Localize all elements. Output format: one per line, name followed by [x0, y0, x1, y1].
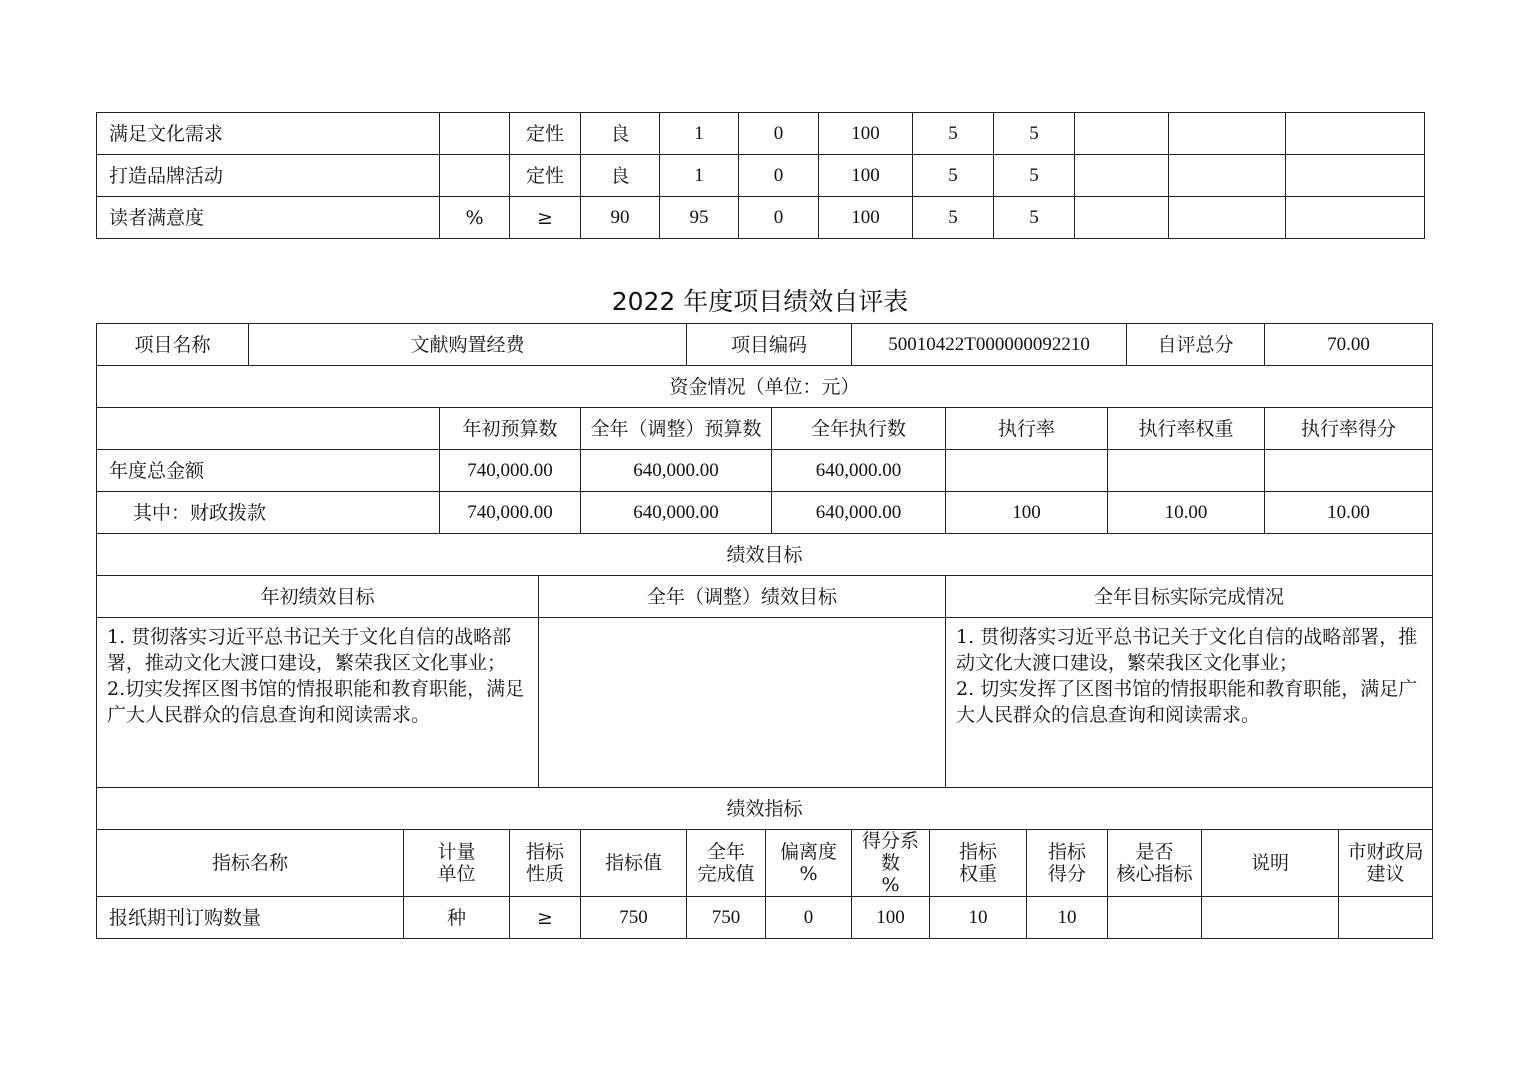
indicator-deviation: 0: [739, 113, 819, 155]
indicator-weight: 5: [913, 113, 994, 155]
ind-header-coefficient: 得分系数 %: [852, 830, 930, 897]
indicator-unit: [440, 155, 510, 197]
indicator-actual: 1: [660, 113, 739, 155]
indicator-core: [1075, 113, 1169, 155]
indicator-note: [1169, 113, 1286, 155]
ind-header-target: 指标值: [581, 830, 687, 897]
indicator-continuation-table: [96, 112, 1425, 239]
ind-header-advice: 市财政局 建议: [1339, 830, 1433, 897]
indicator-target: 90: [581, 197, 660, 239]
ind-header-nature: 指标 性质: [510, 830, 581, 897]
indicator-coefficient: 100: [819, 113, 913, 155]
indicator-nature: ≥: [510, 897, 581, 939]
funds-header-executed: 全年执行数: [772, 408, 946, 450]
table-row: [97, 897, 1433, 939]
goals-content-row: [97, 618, 1433, 788]
goal-item: 1. 贯彻落实习近平总书记关于文化自信的战略部署，推动文化大渡口建设，繁荣我区文化事业；: [107, 626, 512, 674]
indicator-weight: 5: [913, 155, 994, 197]
goals-section-header: 绩效目标: [97, 534, 1433, 576]
funds-header-adjusted-budget: 全年（调整）预算数: [581, 408, 772, 450]
indicator-advice: [1339, 897, 1433, 939]
ind-header-name: 指标名称: [97, 830, 404, 897]
table-row: [97, 450, 1433, 492]
funds-section-row: [97, 366, 1433, 408]
ind-header-core: 是否 核心指标: [1108, 830, 1202, 897]
funds-rate-score: 10.00: [1265, 492, 1433, 534]
indicator-nature: 定性: [510, 155, 581, 197]
indicator-unit: 种: [404, 897, 510, 939]
goals-section-row: [97, 534, 1433, 576]
funds-rate-weight: 10.00: [1108, 492, 1265, 534]
funds-section-header: 资金情况（单位：元）: [97, 366, 1433, 408]
indicator-weight: 5: [913, 197, 994, 239]
indicator-coefficient: 100: [819, 155, 913, 197]
goals-header-row: [97, 576, 1433, 618]
indicator-core: [1108, 897, 1202, 939]
indicator-score: 10: [1027, 897, 1108, 939]
indicator-advice: [1286, 155, 1425, 197]
funds-initial-budget: 740,000.00: [440, 450, 581, 492]
indicator-unit: [440, 113, 510, 155]
indicator-deviation: 0: [739, 197, 819, 239]
indicator-note: [1169, 155, 1286, 197]
table-row: [97, 492, 1433, 534]
ind-header-score: 指标 得分: [1027, 830, 1108, 897]
indicator-coefficient: 100: [819, 197, 913, 239]
performance-evaluation-table: [96, 323, 1433, 939]
project-name-value: 文献购置经费: [249, 324, 687, 366]
funds-executed: 640,000.00: [772, 450, 946, 492]
goals-actual-text: [946, 618, 1433, 788]
indicator-name: 打造品牌活动: [97, 155, 440, 197]
ind-header-unit: 计量 单位: [404, 830, 510, 897]
funds-exec-rate: [946, 450, 1108, 492]
indicator-unit: %: [440, 197, 510, 239]
ind-header-actual: 全年 完成值: [687, 830, 766, 897]
ind-header-note: 说明: [1202, 830, 1339, 897]
ind-header-weight: 指标 权重: [930, 830, 1027, 897]
funds-header-row: [97, 408, 1433, 450]
goals-initial-text: [97, 618, 539, 788]
goals-header-initial: 年初绩效目标: [97, 576, 539, 618]
indicator-nature: ≥: [510, 197, 581, 239]
indicator-actual: 1: [660, 155, 739, 197]
indicator-actual: 95: [660, 197, 739, 239]
indicator-nature: 定性: [510, 113, 581, 155]
indicator-note: [1202, 897, 1339, 939]
funds-header-rate-weight: 执行率权重: [1108, 408, 1265, 450]
indicator-score: 5: [994, 197, 1075, 239]
funds-header-exec-rate: 执行率: [946, 408, 1108, 450]
indicator-name: 满足文化需求: [97, 113, 440, 155]
indicator-core: [1075, 197, 1169, 239]
self-score-label: 自评总分: [1127, 324, 1265, 366]
table-row: [97, 197, 1425, 239]
project-code-label: 项目编码: [687, 324, 852, 366]
indicator-note: [1169, 197, 1286, 239]
indicator-name: 报纸期刊订购数量: [97, 897, 404, 939]
funds-row-label: 年度总金额: [97, 450, 440, 492]
funds-initial-budget: 740,000.00: [440, 492, 581, 534]
indicator-advice: [1286, 197, 1425, 239]
funds-header-initial-budget: 年初预算数: [440, 408, 581, 450]
goal-item: 2. 切实发挥了区图书馆的情报职能和教育职能，满足广大人民群众的信息查询和阅读需求。: [956, 678, 1418, 726]
goals-adjusted-text: [539, 618, 946, 788]
table-row: [97, 113, 1425, 155]
funds-adjusted-budget: 640,000.00: [581, 450, 772, 492]
funds-rate-score: [1265, 450, 1433, 492]
indicator-advice: [1286, 113, 1425, 155]
funds-rate-weight: [1108, 450, 1265, 492]
indicators-section-row: [97, 788, 1433, 830]
self-score-value: 70.00: [1265, 324, 1433, 366]
goals-header-actual: 全年目标实际完成情况: [946, 576, 1433, 618]
goal-item: 2.切实发挥区图书馆的情报职能和教育职能，满足广大人民群众的信息查询和阅读需求。: [107, 678, 525, 726]
funds-exec-rate: 100: [946, 492, 1108, 534]
indicator-actual: 750: [687, 897, 766, 939]
goal-item: 1. 贯彻落实习近平总书记关于文化自信的战略部署，推动文化大渡口建设，繁荣我区文化事业；: [956, 626, 1418, 674]
project-info-row: [97, 324, 1433, 366]
indicator-core: [1075, 155, 1169, 197]
indicator-weight: 10: [930, 897, 1027, 939]
funds-row-label: 其中：财政拨款: [97, 492, 440, 534]
project-name-label: 项目名称: [97, 324, 249, 366]
indicator-deviation: 0: [739, 155, 819, 197]
table-row: [97, 155, 1425, 197]
ind-header-deviation: 偏离度 %: [766, 830, 852, 897]
funds-header-blank: [97, 408, 440, 450]
indicator-score: 5: [994, 113, 1075, 155]
indicator-target: 750: [581, 897, 687, 939]
indicator-coefficient: 100: [852, 897, 930, 939]
indicator-target: 良: [581, 113, 660, 155]
funds-executed: 640,000.00: [772, 492, 946, 534]
indicator-deviation: 0: [766, 897, 852, 939]
funds-header-rate-score: 执行率得分: [1265, 408, 1433, 450]
indicators-section-header: 绩效指标: [97, 788, 1433, 830]
goals-header-adjusted: 全年（调整）绩效目标: [539, 576, 946, 618]
funds-adjusted-budget: 640,000.00: [581, 492, 772, 534]
project-code-value: 50010422T000000092210: [852, 324, 1127, 366]
indicator-name: 读者满意度: [97, 197, 440, 239]
page-title: 2022 年度项目绩效自评表: [611, 287, 909, 316]
indicator-target: 良: [581, 155, 660, 197]
indicator-score: 5: [994, 155, 1075, 197]
indicators-header-row: [97, 830, 1433, 897]
